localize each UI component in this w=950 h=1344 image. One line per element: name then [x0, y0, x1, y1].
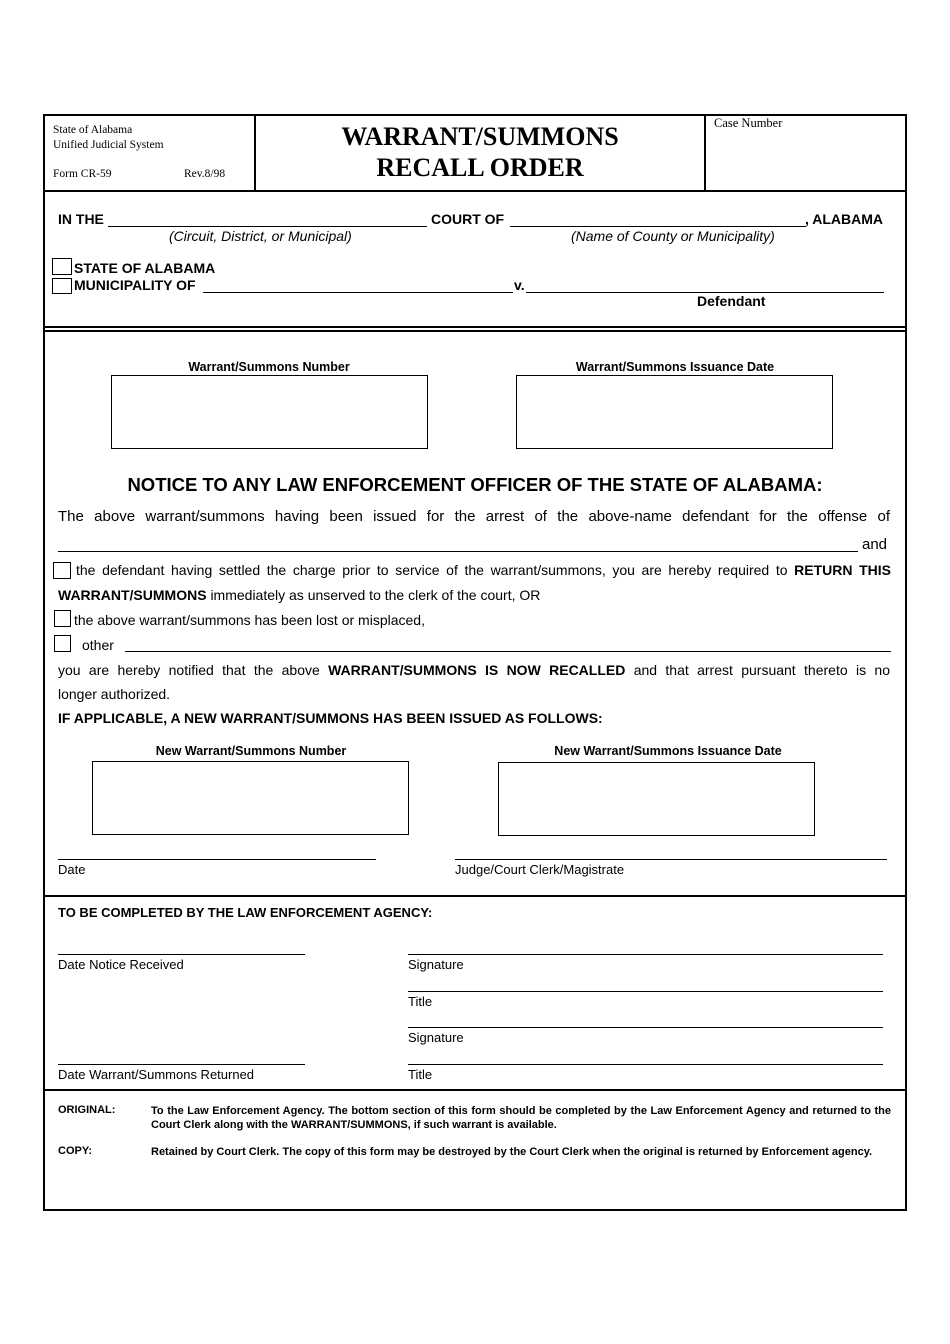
new-warrant-issuance-field[interactable]	[498, 762, 815, 836]
case-number-field[interactable]	[708, 134, 904, 188]
municipality-field[interactable]	[203, 292, 513, 293]
new-warrant-number-field[interactable]	[92, 761, 409, 835]
other-field[interactable]	[125, 651, 891, 652]
option1-return: RETURN THIS	[794, 562, 892, 578]
copy-label: COPY:	[58, 1145, 93, 1157]
municipality-option-label: MUNICIPALITY OF	[74, 277, 196, 293]
offense-field[interactable]	[58, 551, 858, 552]
judge-signature-field[interactable]	[455, 859, 887, 860]
versus-label: v.	[514, 277, 525, 293]
signature2-label: Signature	[408, 1030, 464, 1045]
header-divider-right	[704, 114, 706, 192]
settled-checkbox[interactable]	[53, 562, 71, 579]
warrant-number-label: Warrant/Summons Number	[188, 360, 350, 374]
option3-text: other	[82, 637, 114, 653]
section-double-rule-top	[43, 326, 907, 328]
state-checkbox[interactable]	[52, 258, 72, 275]
option1-rest: immediately as unserved to the clerk of the court, OR	[210, 587, 541, 603]
option2-text: the above warrant/summons has been lost or misplaced,	[74, 612, 425, 628]
option1-text: the defendant having settled the charge prior to service of the warrant/summons, you are hereby required to	[76, 562, 788, 578]
issuer-block	[53, 123, 164, 153]
agency-section-rule	[43, 895, 907, 897]
date-label: Date	[58, 862, 86, 877]
title-line-1: WARRANT/SUMMONS	[341, 122, 619, 151]
recall-line	[58, 662, 890, 678]
court-type-field[interactable]	[108, 226, 427, 227]
alabama-label: , ALABAMA	[805, 211, 884, 227]
county-field[interactable]	[510, 226, 806, 227]
judge-label: Judge/Court Clerk/Magistrate	[455, 862, 625, 877]
date-received-label: Date Notice Received	[58, 957, 184, 972]
recall-text-a: you are hereby notified that the above	[58, 662, 320, 678]
agency-heading: TO BE COMPLETED BY THE LAW ENFORCEMENT AGENCY:	[58, 905, 433, 920]
lost-checkbox[interactable]	[54, 610, 71, 627]
option1-warrant: WARRANT/SUMMONS	[58, 587, 207, 603]
section-double-rule-bottom	[43, 330, 907, 332]
court-of-label: COURT OF	[431, 211, 505, 227]
signature2-field[interactable]	[408, 1027, 883, 1028]
title2-field[interactable]	[408, 1064, 883, 1065]
footer-rule	[43, 1089, 907, 1091]
recall-text-c: longer authorized.	[58, 686, 171, 702]
date-field[interactable]	[58, 859, 376, 860]
state-name: State of Alabama	[53, 124, 133, 136]
warrant-issuance-label: Warrant/Summons Issuance Date	[575, 360, 775, 374]
warrant-issuance-field[interactable]	[516, 375, 833, 449]
original-text: To the Law Enforcement Agency. The bottom section of this form should be completed by the Law Enforcement Agency and returned to the Court Clerk along with the WARRANT/SUMMONS, if such warrant is available.	[151, 1105, 891, 1131]
state-option-label: STATE OF ALABAMA	[74, 260, 216, 276]
original-label: ORIGINAL:	[58, 1104, 116, 1116]
new-warrant-heading: IF APPLICABLE, A NEW WARRANT/SUMMONS HAS BEEN ISSUED AS FOLLOWS:	[58, 710, 603, 726]
county-hint: (Name of County or Municipality)	[571, 228, 775, 244]
case-number-label: Case Number	[714, 116, 783, 130]
header-bottom-rule	[43, 190, 907, 192]
title1-field[interactable]	[408, 991, 883, 992]
title2-label: Title	[408, 1067, 433, 1082]
title-line-2: RECALL ORDER	[376, 153, 584, 182]
date-returned-label: Date Warrant/Summons Returned	[58, 1067, 255, 1082]
in-the-label: IN THE	[58, 211, 104, 227]
title1-label: Title	[408, 994, 433, 1009]
other-checkbox[interactable]	[54, 635, 71, 652]
signature1-field[interactable]	[408, 954, 883, 955]
date-returned-field[interactable]	[58, 1064, 305, 1065]
recall-bold: WARRANT/SUMMONS IS NOW RECALLED	[328, 662, 626, 678]
notice-intro: The above warrant/summons having been issued for the arrest of the above-name defendant for the offense of	[58, 508, 890, 525]
notice-and: and	[862, 536, 888, 553]
form-revision: Rev.8/98	[184, 168, 226, 180]
signature1-label: Signature	[408, 957, 464, 972]
form-number: Form CR-59	[53, 168, 112, 180]
new-warrant-number-label: New Warrant/Summons Number	[155, 744, 347, 758]
court-type-hint: (Circuit, District, or Municipal)	[169, 228, 352, 244]
system-name: Unified Judicial System	[53, 139, 164, 151]
page-title	[256, 121, 704, 183]
municipality-checkbox[interactable]	[52, 278, 72, 294]
option1-line2	[58, 587, 540, 603]
notice-heading: NOTICE TO ANY LAW ENFORCEMENT OFFICER OF THE STATE OF ALABAMA:	[127, 474, 823, 495]
option1-line	[76, 562, 891, 578]
warrant-number-field[interactable]	[111, 375, 428, 449]
new-warrant-issuance-label: New Warrant/Summons Issuance Date	[554, 744, 782, 758]
defendant-label: Defendant	[697, 293, 766, 309]
date-received-field[interactable]	[58, 954, 305, 955]
copy-text: Retained by Court Clerk. The copy of this form may be destroyed by the Court Clerk when the original is returned by Enforcement agency.	[151, 1146, 873, 1158]
recall-text-b: and that arrest pursuant thereto is no	[633, 662, 890, 678]
